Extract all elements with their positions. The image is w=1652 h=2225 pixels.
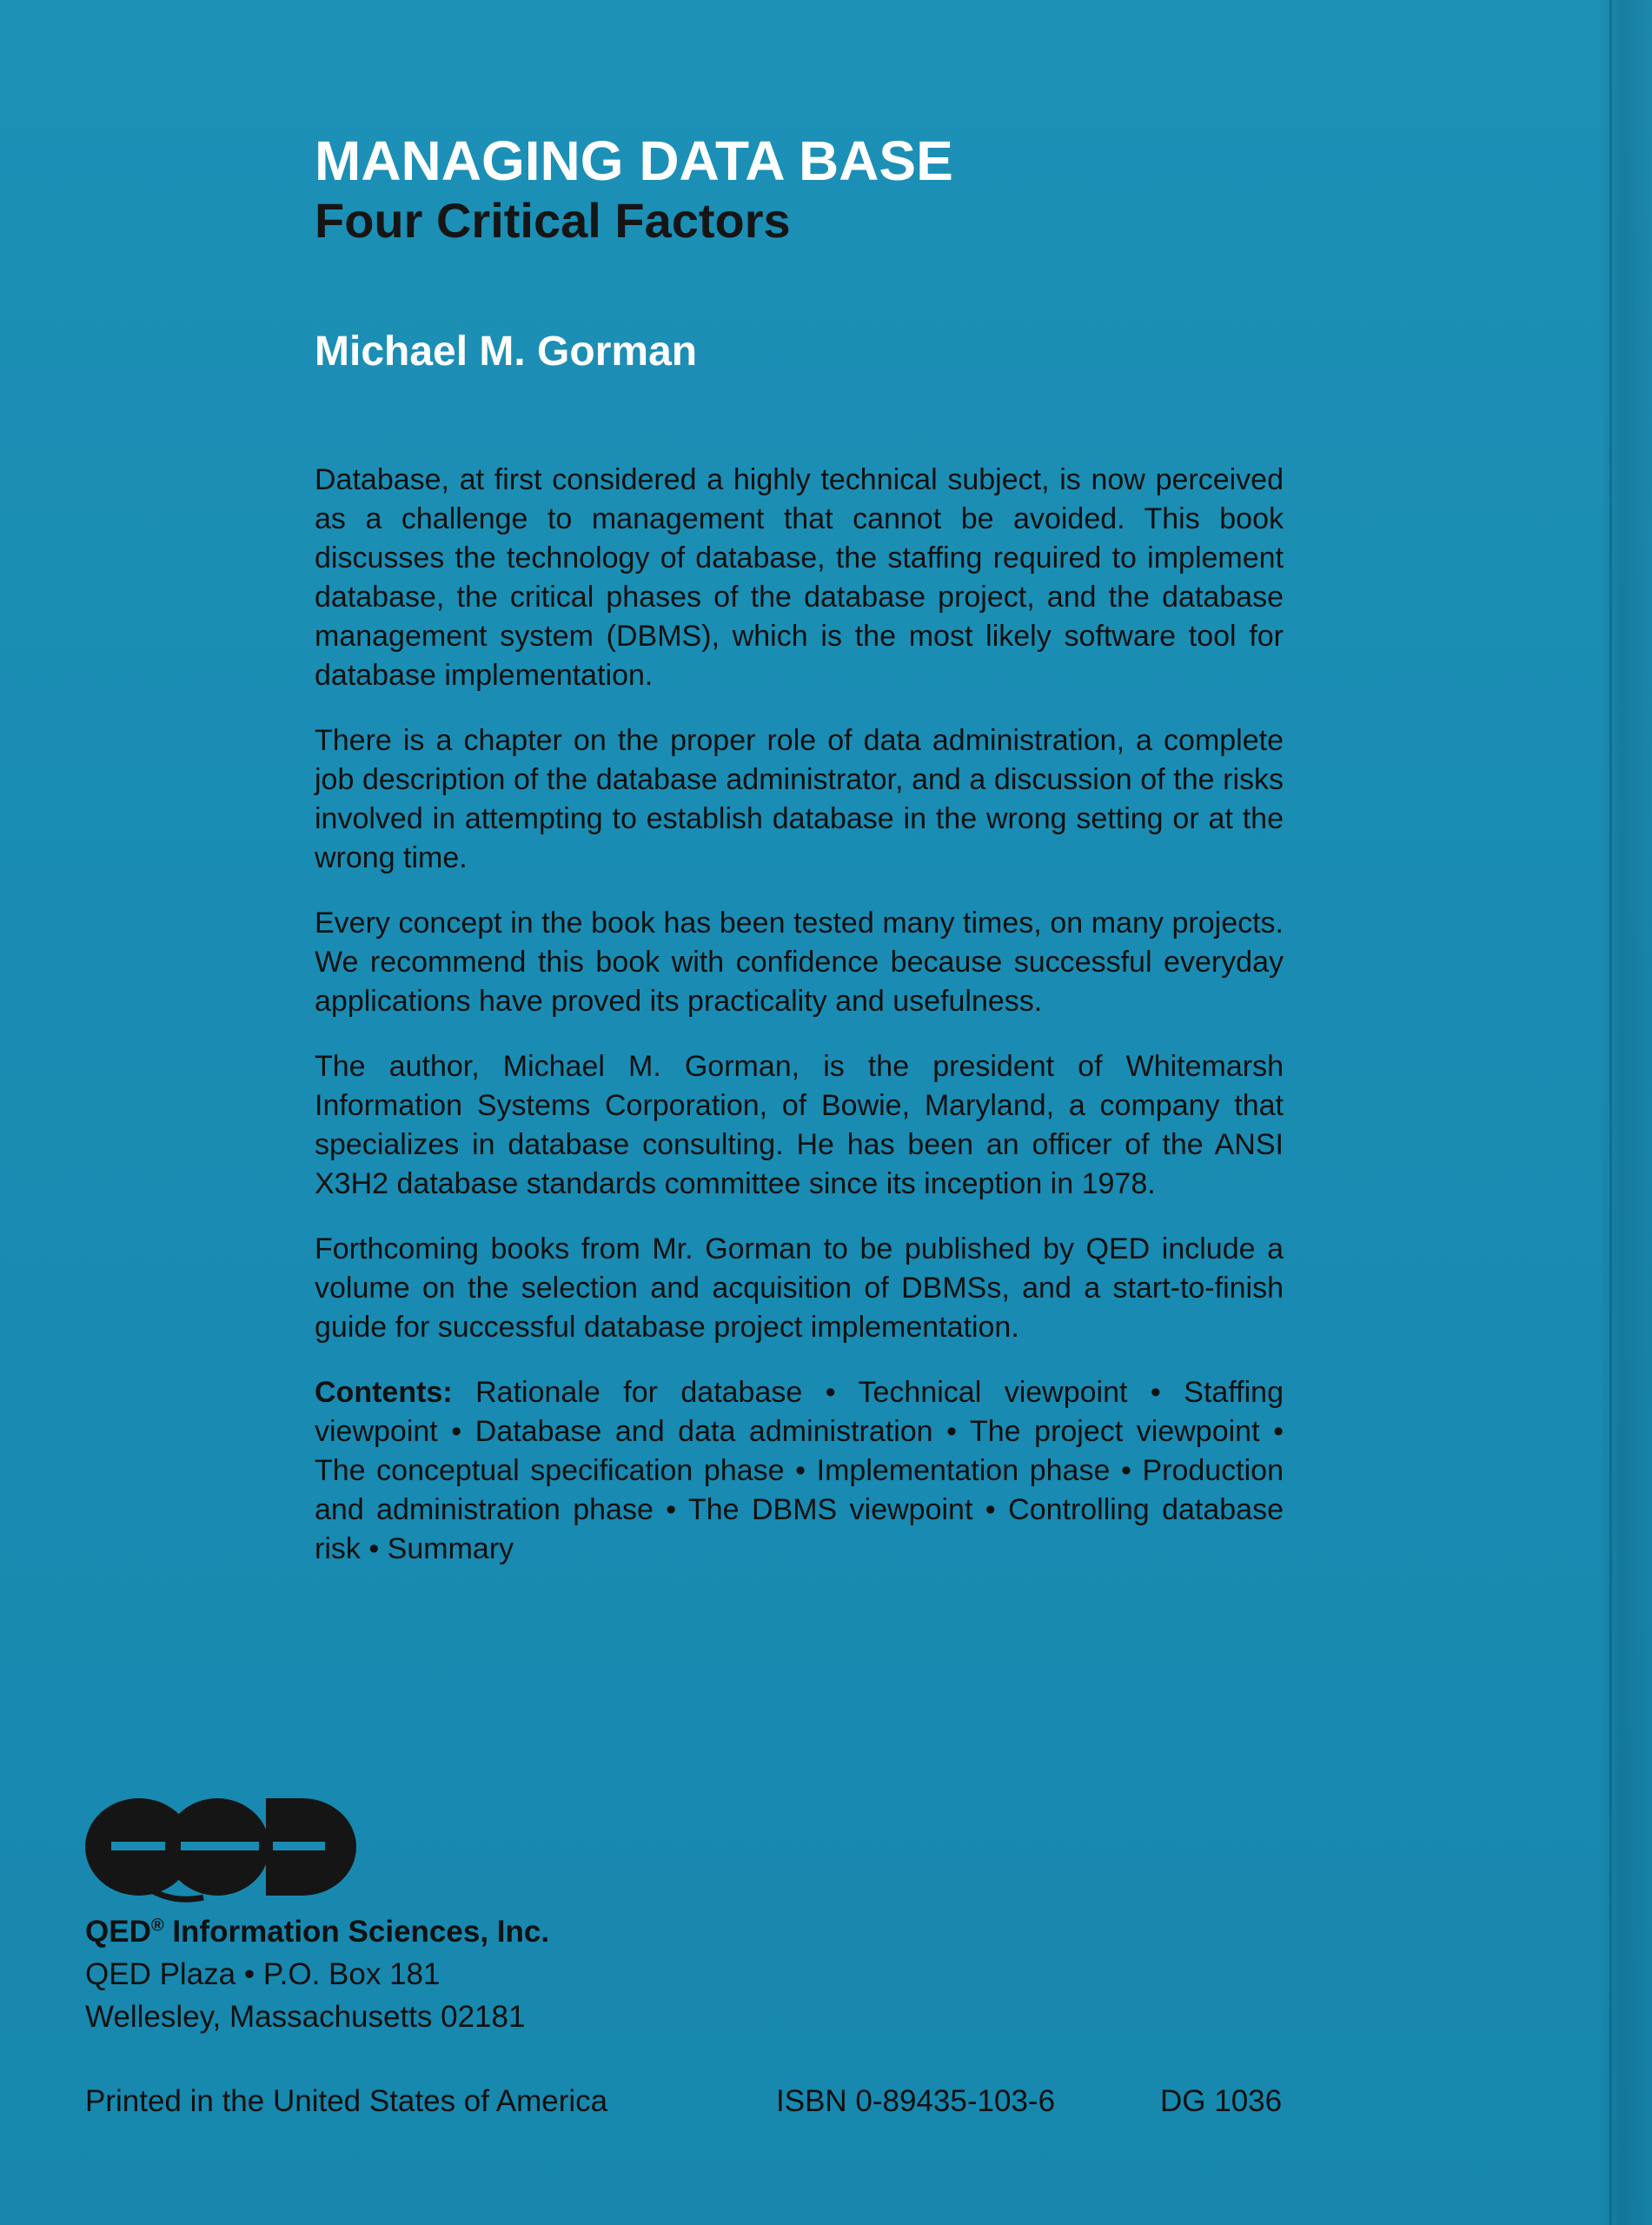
contents-paragraph — [315, 1373, 1284, 1569]
publisher-info — [85, 1910, 549, 2038]
book-title: MANAGING DATA BASE — [315, 130, 953, 192]
publisher-name-rest: Information Sciences, Inc. — [163, 1915, 550, 1949]
blurb-paragraph: Every concept in the book has been tested many times, on many projects. We recommend this book with confidence because successful everyday applications have proved its practicality and usefulness. — [315, 907, 1284, 1018]
contents-list: Rationale for database • Technical viewpoint • Staffing viewpoint • Database and data administration • The project viewpoint • The conceptual specification phase • Implementation phase • Production and administration phase • The DBMS viewpoint • Controlling database risk • Summary — [315, 1376, 1284, 1565]
spine-shadow — [1600, 0, 1652, 2225]
qed-logo — [85, 1797, 357, 1904]
publisher-address-line2: Wellesley, Massachusetts 02181 — [85, 2000, 526, 2034]
title-block — [315, 130, 1357, 250]
registered-mark: ® — [150, 1916, 164, 1936]
contents-label: Contents: — [315, 1376, 453, 1409]
blurb-paragraph: There is a chapter on the proper role of data administration, a complete job description of the database administrator, and a discussion of the risks involved in attempting to establish database in the wrong setting or at the wrong time. — [315, 724, 1284, 874]
blurb — [315, 461, 1284, 1595]
blurb-paragraph: The author, Michael M. Gorman, is the president of Whitemarsh Information Systems Corporation, of Bowie, Maryland, a company that specializes in database consulting. He has been an officer of the ANSI X3H2 database standards committee since its inception in 1978. — [315, 1050, 1284, 1200]
publisher-brand: QED — [85, 1915, 151, 1949]
book-subtitle: Four Critical Factors — [315, 193, 791, 248]
spine-crease — [1609, 0, 1612, 2225]
printed-note: Printed in the United States of America — [85, 2084, 608, 2118]
catalog-code: DG 1036 — [1160, 2084, 1283, 2118]
blurb-paragraph: Forthcoming books from Mr. Gorman to be published by QED include a volume on the selection and acquisition of DBMSs, and a start-to-finish guide for successful database project implementation. — [315, 1232, 1284, 1344]
publisher-name — [85, 1910, 549, 1953]
author-name: Michael M. Gorman — [315, 329, 698, 375]
blurb-paragraph: Database, at first considered a highly technical subject, is now perceived as a challenge to management that cannot be avoided. This book discusses the technology of database, the staffing required to implement database, the critical phases of the database project, and the database management system (DBMS), which is the most likely software tool for database implementation. — [315, 463, 1284, 692]
publisher-address-line1: QED Plaza • P.O. Box 181 — [85, 1957, 441, 1991]
isbn: ISBN 0-89435-103-6 — [776, 2084, 1056, 2118]
